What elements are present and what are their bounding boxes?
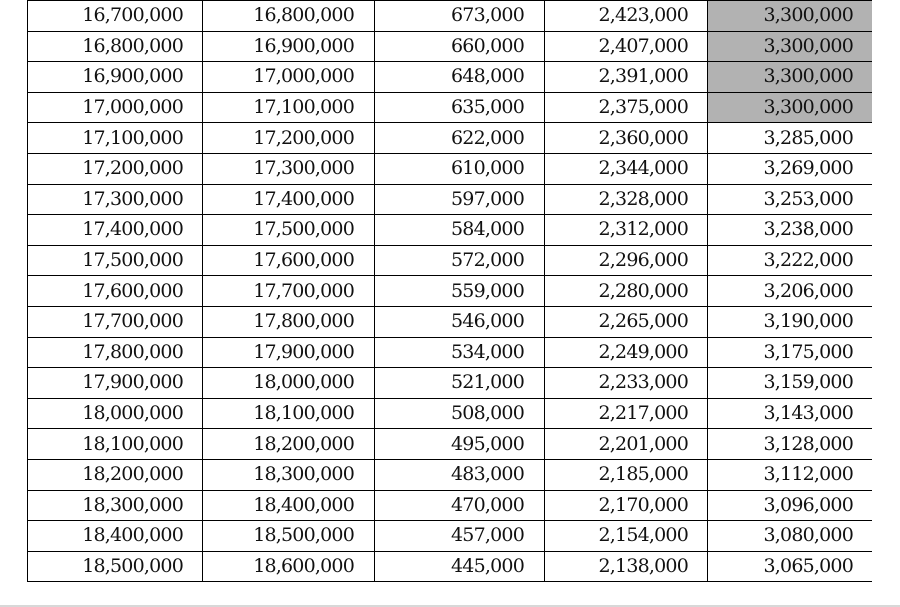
table-cell-c5[interactable]: 3,238,000: [708, 215, 873, 246]
table-row: [28, 245, 873, 276]
table-cell-c4[interactable]: 2,154,000: [545, 521, 708, 552]
table-cell-c4[interactable]: 2,391,000: [545, 62, 708, 93]
table-row: [28, 92, 873, 123]
table-row: [28, 398, 873, 429]
table-row: [28, 337, 873, 368]
data-table-region: [27, 0, 872, 607]
table-cell-c5[interactable]: 3,300,000: [708, 62, 873, 93]
table-cell-c4[interactable]: 2,344,000: [545, 153, 708, 184]
table-row: [28, 1, 873, 32]
table-cell-c4[interactable]: 2,423,000: [545, 1, 708, 32]
table-cell-c4[interactable]: 2,249,000: [545, 337, 708, 368]
table-row: [28, 429, 873, 460]
table-cell-c2[interactable]: 18,000,000: [203, 368, 375, 399]
table-cell-c4[interactable]: 2,407,000: [545, 31, 708, 62]
table-cell-c1[interactable]: 18,500,000: [28, 551, 203, 582]
table-cell-c5[interactable]: 3,206,000: [708, 276, 873, 307]
table-cell-c5[interactable]: 3,300,000: [708, 31, 873, 62]
table-row: [28, 215, 873, 246]
table-cell-c2[interactable]: 18,100,000: [203, 398, 375, 429]
table-cell-c1[interactable]: 16,800,000: [28, 31, 203, 62]
table-cell-c2[interactable]: 17,000,000: [203, 62, 375, 93]
table-cell-c4[interactable]: 2,312,000: [545, 215, 708, 246]
table-cell-c4[interactable]: 2,185,000: [545, 459, 708, 490]
table-cell-c4[interactable]: 2,217,000: [545, 398, 708, 429]
table-row: [28, 459, 873, 490]
table-cell-c5[interactable]: 3,253,000: [708, 184, 873, 215]
table-cell-c3[interactable]: 521,000: [375, 368, 545, 399]
table-cell-c3[interactable]: 622,000: [375, 123, 545, 154]
table-cell-c3[interactable]: 445,000: [375, 551, 545, 582]
table-cell-c1[interactable]: 17,300,000: [28, 184, 203, 215]
table-cell-c4[interactable]: 2,138,000: [545, 551, 708, 582]
table-cell-c3[interactable]: 597,000: [375, 184, 545, 215]
table-cell-c3[interactable]: 534,000: [375, 337, 545, 368]
table-cell-c2[interactable]: 16,900,000: [203, 31, 375, 62]
table-cell-c3[interactable]: 648,000: [375, 62, 545, 93]
table-cell-c5[interactable]: 3,065,000: [708, 551, 873, 582]
table-row: [28, 123, 873, 154]
table-cell-c3[interactable]: 610,000: [375, 153, 545, 184]
table-cell-c5[interactable]: 3,096,000: [708, 490, 873, 521]
table-cell-c3[interactable]: 635,000: [375, 92, 545, 123]
table-cell-c2[interactable]: 17,600,000: [203, 245, 375, 276]
table-cell-c1[interactable]: 17,400,000: [28, 215, 203, 246]
table-cell-c4[interactable]: 2,265,000: [545, 306, 708, 337]
table-cell-c2[interactable]: 18,300,000: [203, 459, 375, 490]
table-cell-c3[interactable]: 546,000: [375, 306, 545, 337]
table-row: [28, 306, 873, 337]
table-row: [28, 276, 873, 307]
table-row: [28, 153, 873, 184]
table-cell-c5[interactable]: 3,112,000: [708, 459, 873, 490]
table-cell-c4[interactable]: 2,170,000: [545, 490, 708, 521]
table-cell-c3[interactable]: 660,000: [375, 31, 545, 62]
table-cell-c2[interactable]: 17,400,000: [203, 184, 375, 215]
table-cell-c5[interactable]: 3,300,000: [708, 1, 873, 32]
table-cell-c2[interactable]: 16,800,000: [203, 1, 375, 32]
table-cell-c1[interactable]: 18,300,000: [28, 490, 203, 521]
table-cell-c1[interactable]: 17,000,000: [28, 92, 203, 123]
table-cell-c5[interactable]: 3,300,000: [708, 92, 873, 123]
table-cell-c1[interactable]: 16,700,000: [28, 1, 203, 32]
table-cell-c4[interactable]: 2,360,000: [545, 123, 708, 154]
table-cell-c2[interactable]: 17,900,000: [203, 337, 375, 368]
table-cell-c1[interactable]: 17,600,000: [28, 276, 203, 307]
table-cell-c3[interactable]: 508,000: [375, 398, 545, 429]
table-cell-c2[interactable]: 18,600,000: [203, 551, 375, 582]
table-cell-c2[interactable]: 18,200,000: [203, 429, 375, 460]
table-cell-c2[interactable]: 17,200,000: [203, 123, 375, 154]
table-cell-c5[interactable]: 3,269,000: [708, 153, 873, 184]
table-cell-c4[interactable]: 2,328,000: [545, 184, 708, 215]
table-row: [28, 551, 873, 582]
table-row: [28, 62, 873, 93]
table-cell-c5[interactable]: 3,080,000: [708, 521, 873, 552]
table-cell-c3[interactable]: 673,000: [375, 1, 545, 32]
table-cell-c5[interactable]: 3,222,000: [708, 245, 873, 276]
table-cell-c5[interactable]: 3,190,000: [708, 306, 873, 337]
table-cell-c1[interactable]: 17,200,000: [28, 153, 203, 184]
data-table: [27, 0, 872, 582]
table-cell-c1[interactable]: 17,800,000: [28, 337, 203, 368]
table-cell-c5[interactable]: 3,159,000: [708, 368, 873, 399]
table-cell-c3[interactable]: 572,000: [375, 245, 545, 276]
table-body: [28, 1, 873, 582]
table-cell-c4[interactable]: 2,280,000: [545, 276, 708, 307]
table-cell-c3[interactable]: 495,000: [375, 429, 545, 460]
table-cell-c1[interactable]: 17,500,000: [28, 245, 203, 276]
table-cell-c2[interactable]: 17,500,000: [203, 215, 375, 246]
table-cell-c1[interactable]: 17,900,000: [28, 368, 203, 399]
table-row: [28, 184, 873, 215]
table-row: [28, 368, 873, 399]
table-cell-c2[interactable]: 18,400,000: [203, 490, 375, 521]
table-cell-c3[interactable]: 559,000: [375, 276, 545, 307]
table-cell-c3[interactable]: 584,000: [375, 215, 545, 246]
table-cell-c5[interactable]: 3,128,000: [708, 429, 873, 460]
table-cell-c1[interactable]: 16,900,000: [28, 62, 203, 93]
table-cell-c4[interactable]: 2,296,000: [545, 245, 708, 276]
table-cell-c3[interactable]: 483,000: [375, 459, 545, 490]
table-cell-c2[interactable]: 17,800,000: [203, 306, 375, 337]
table-cell-c1[interactable]: 18,200,000: [28, 459, 203, 490]
table-cell-c1[interactable]: 17,100,000: [28, 123, 203, 154]
table-cell-c3[interactable]: 470,000: [375, 490, 545, 521]
table-cell-c4[interactable]: 2,201,000: [545, 429, 708, 460]
table-cell-c1[interactable]: 18,100,000: [28, 429, 203, 460]
table-cell-c3[interactable]: 457,000: [375, 521, 545, 552]
table-cell-c1[interactable]: 18,000,000: [28, 398, 203, 429]
table-cell-c4[interactable]: 2,233,000: [545, 368, 708, 399]
table-cell-c5[interactable]: 3,285,000: [708, 123, 873, 154]
table-cell-c2[interactable]: 17,100,000: [203, 92, 375, 123]
table-cell-c1[interactable]: 17,700,000: [28, 306, 203, 337]
table-row: [28, 31, 873, 62]
table-cell-c5[interactable]: 3,175,000: [708, 337, 873, 368]
table-row: [28, 521, 873, 552]
table-cell-c4[interactable]: 2,375,000: [545, 92, 708, 123]
table-cell-c2[interactable]: 17,700,000: [203, 276, 375, 307]
table-row: [28, 490, 873, 521]
table-cell-c5[interactable]: 3,143,000: [708, 398, 873, 429]
table-cell-c2[interactable]: 17,300,000: [203, 153, 375, 184]
table-cell-c2[interactable]: 18,500,000: [203, 521, 375, 552]
table-cell-c1[interactable]: 18,400,000: [28, 521, 203, 552]
